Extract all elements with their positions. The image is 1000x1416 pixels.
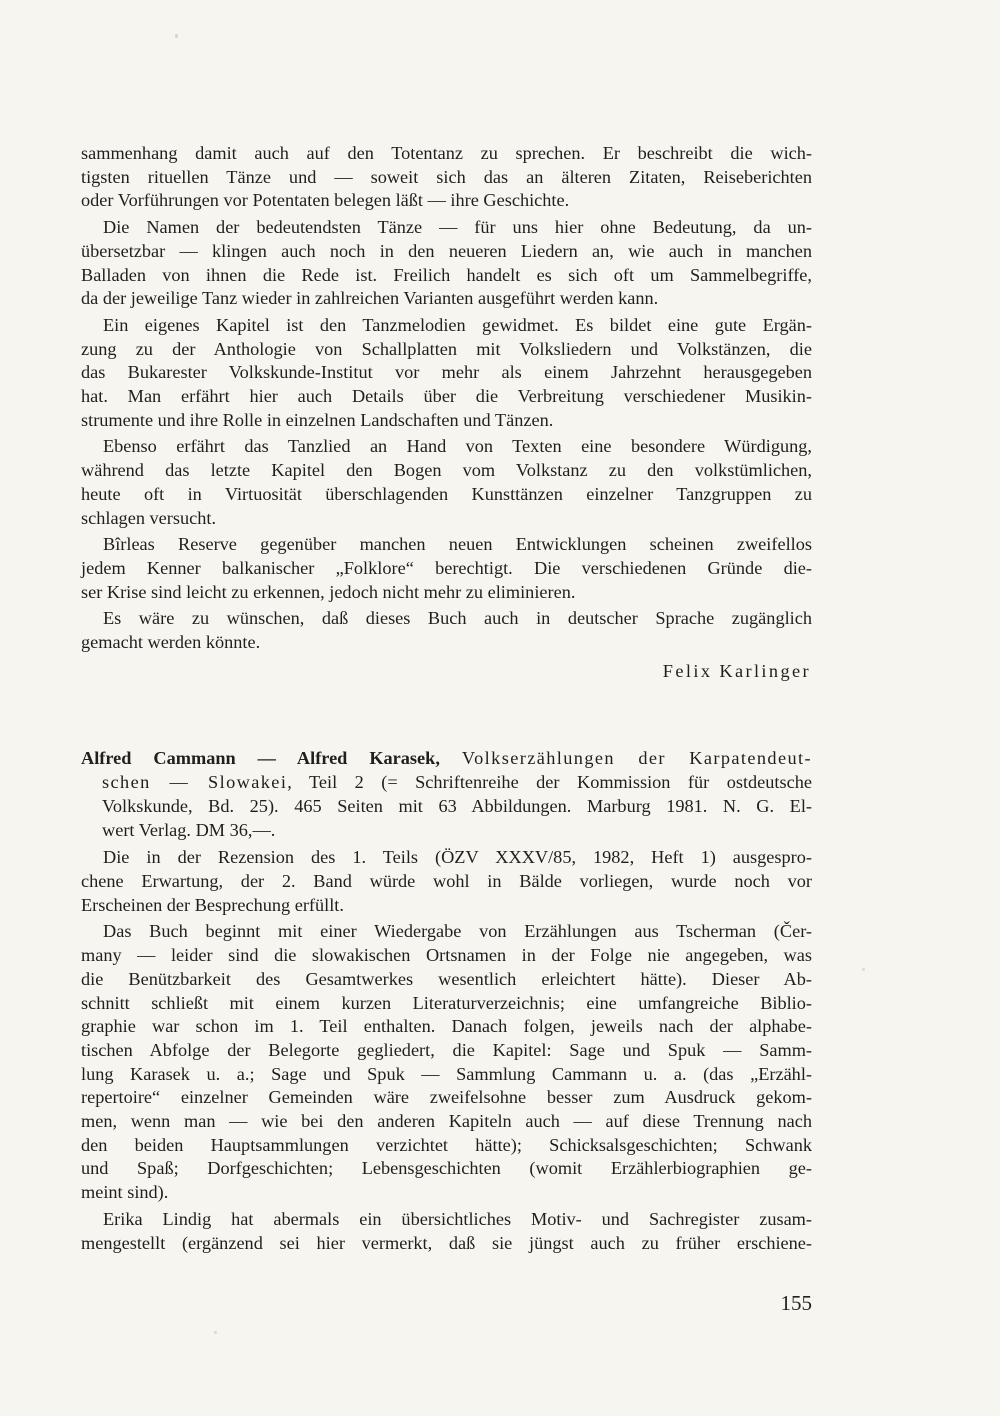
text-line: Balladen von ihnen die Rede ist. Freilich handelt es sich oft um Sammelbegriffe,	[81, 264, 812, 285]
review-authors: Alfred Cammann — Alfred Karasek,	[81, 748, 440, 769]
paragraph	[81, 846, 812, 917]
review-cammann-paragraphs	[81, 846, 812, 1255]
text-line: chene Erwartung, der 2. Band würde wohl in Bälde vorliegen, wurde noch vor	[81, 870, 812, 891]
text-line: da der jeweilige Tanz wieder in zahlreichen Varianten ausgeführt werden kann.	[81, 288, 659, 309]
review-title-part-1: Volkserzählungen der Karpatendeut-	[461, 748, 812, 769]
reviewer-signature: Felix Karlinger	[662, 660, 811, 681]
paragraph	[81, 314, 812, 433]
paragraph	[81, 920, 812, 1204]
text-line: graphie war schon im 1. Teil enthalten. Danach folgen, jeweils nach der alphabe-	[81, 1016, 812, 1037]
review-title-part-2: schen — Slowakei	[102, 772, 288, 793]
text-line: übersetzbar — klingen auch noch in den neueren Liedern an, wie auch in manchen	[81, 240, 812, 261]
text-line: Ein eigenes Kapitel ist den Tanzmelodien gewidmet. Es bildet eine gute Ergän-	[103, 314, 812, 335]
scan-speck	[862, 968, 865, 971]
text-line: jedem Kenner balkanischer „Folklore“ berechtigt. Die verschiedenen Gründe die-	[81, 557, 812, 578]
text-line: many — leider sind die slowakischen Ortsnamen in der Folge nie angegeben, was	[81, 945, 812, 966]
text-line: das Bukarester Volkskunde-Institut vor mehr als einem Jahrzehnt herausgegeben	[81, 362, 812, 383]
text-line: die Benützbarkeit des Gesamtwerkes wesentlich erleichtert hätte). Dieser Ab-	[81, 968, 812, 989]
text-line: Ebenso erfährt das Tanzlied an Hand von Texten eine besondere Würdigung,	[103, 436, 812, 457]
text-line: Bîrleas Reserve gegenüber manchen neuen Entwicklungen scheinen zweifellos	[103, 534, 812, 555]
text-line: meint sind).	[81, 1182, 169, 1203]
text-line: Erika Lindig hat abermals ein übersichtliches Motiv- und Sachregister zusam-	[103, 1208, 812, 1229]
paragraph	[81, 142, 812, 213]
text-line: Die Namen der bedeutendsten Tänze — für uns hier ohne Bedeutung, da un-	[103, 217, 812, 238]
paragraph	[81, 533, 812, 604]
text-line: Es wäre zu wünschen, daß dieses Buch auch in deutscher Sprache zugänglich	[103, 608, 812, 629]
paragraph	[81, 607, 812, 654]
text-line: lung Karasek u. a.; Sage und Spuk — Sammlung Cammann u. a. (das „Erzähl-	[81, 1063, 812, 1084]
text-line: hat. Man erfährt hier auch Details über die Verbreitung verschiedener Musikin-	[81, 386, 812, 407]
review-bibliographic-heading	[81, 747, 812, 842]
text-line: strumente und ihre Rolle in einzelnen Landschaften und Tänzen.	[81, 409, 554, 430]
paragraph	[81, 435, 812, 530]
review-series-info: , Teil 2 (= Schriftenreihe der Kommission für ostdeutsche	[287, 772, 812, 793]
text-line: Das Buch beginnt mit einer Wiedergabe von Erzählungen aus Tscherman (Čer-	[103, 921, 812, 942]
text-line: den beiden Hauptsammlungen verzichtet hätte); Schicksalsgeschichten; Schwank	[81, 1134, 812, 1155]
scan-speck	[175, 34, 178, 38]
page-text-block	[81, 142, 812, 1255]
scan-speck	[214, 1331, 217, 1334]
text-line: während das letzte Kapitel den Bogen vom Volkstanz zu den volkstümlichen,	[81, 460, 812, 481]
page-number: 155	[780, 1291, 812, 1315]
text-line: sammenhang damit auch auf den Totentanz zu sprechen. Er beschreibt die wich-	[81, 143, 812, 163]
paragraph	[81, 1208, 812, 1255]
text-line: schnitt schließt mit einem kurzen Literaturverzeichnis; eine umfangreiche Biblio-	[81, 992, 812, 1013]
heading-line-4: wert Verlag. DM 36,—.	[102, 819, 276, 840]
text-line: zung zu der Anthologie von Schallplatten mit Volksliedern und Volkstänzen, die	[81, 338, 812, 359]
text-line: tigsten rituellen Tänze und — soweit sich das an älteren Zitaten, Reiseberichten	[81, 166, 812, 187]
text-line: mengestellt (ergänzend sei hier vermerkt, daß sie jüngst auch zu früher erschiene-	[81, 1232, 812, 1253]
text-line: repertoire“ einzelner Gemeinden wäre zweifelsohne besser zum Ausdruck gekom-	[81, 1087, 812, 1108]
paragraph	[81, 216, 812, 311]
heading-line-1	[81, 747, 812, 771]
text-line: schlagen versucht.	[81, 507, 217, 528]
heading-line-2	[81, 771, 812, 795]
text-line: gemacht werden könnte.	[81, 632, 261, 653]
text-line: und Spaß; Dorfgeschichten; Lebensgeschichten (womit Erzählerbiographien ge-	[81, 1158, 812, 1179]
text-line: ser Krise sind leicht zu erkennen, jedoch nicht mehr zu eliminieren.	[81, 581, 576, 602]
text-line: men, wenn man — wie bei den anderen Kapiteln auch — auf diese Trennung nach	[81, 1111, 812, 1132]
review-birlea-paragraphs	[81, 142, 812, 655]
review-cammann-karasek	[81, 747, 812, 1255]
text-line: heute oft in Virtuosität überschlagenden Kunsttänzen einzelner Tanzgruppen zu	[81, 483, 812, 504]
text-line: Erscheinen der Besprechung erfüllt.	[81, 894, 344, 915]
heading-line-3: Volkskunde, Bd. 25). 465 Seiten mit 63 Abbildungen. Marburg 1981. N. G. El-	[102, 795, 812, 816]
text-line: tischen Abfolge der Belegorte gegliedert, die Kapitel: Sage und Spuk — Samm-	[81, 1039, 812, 1060]
text-line: Die in der Rezension des 1. Teils (ÖZV XXXV/85, 1982, Heft 1) ausgespro-	[103, 847, 812, 868]
text-line: oder Vorführungen vor Potentaten belegen läßt — ihre Geschichte.	[81, 190, 570, 211]
review-birlea-continuation	[81, 142, 812, 683]
